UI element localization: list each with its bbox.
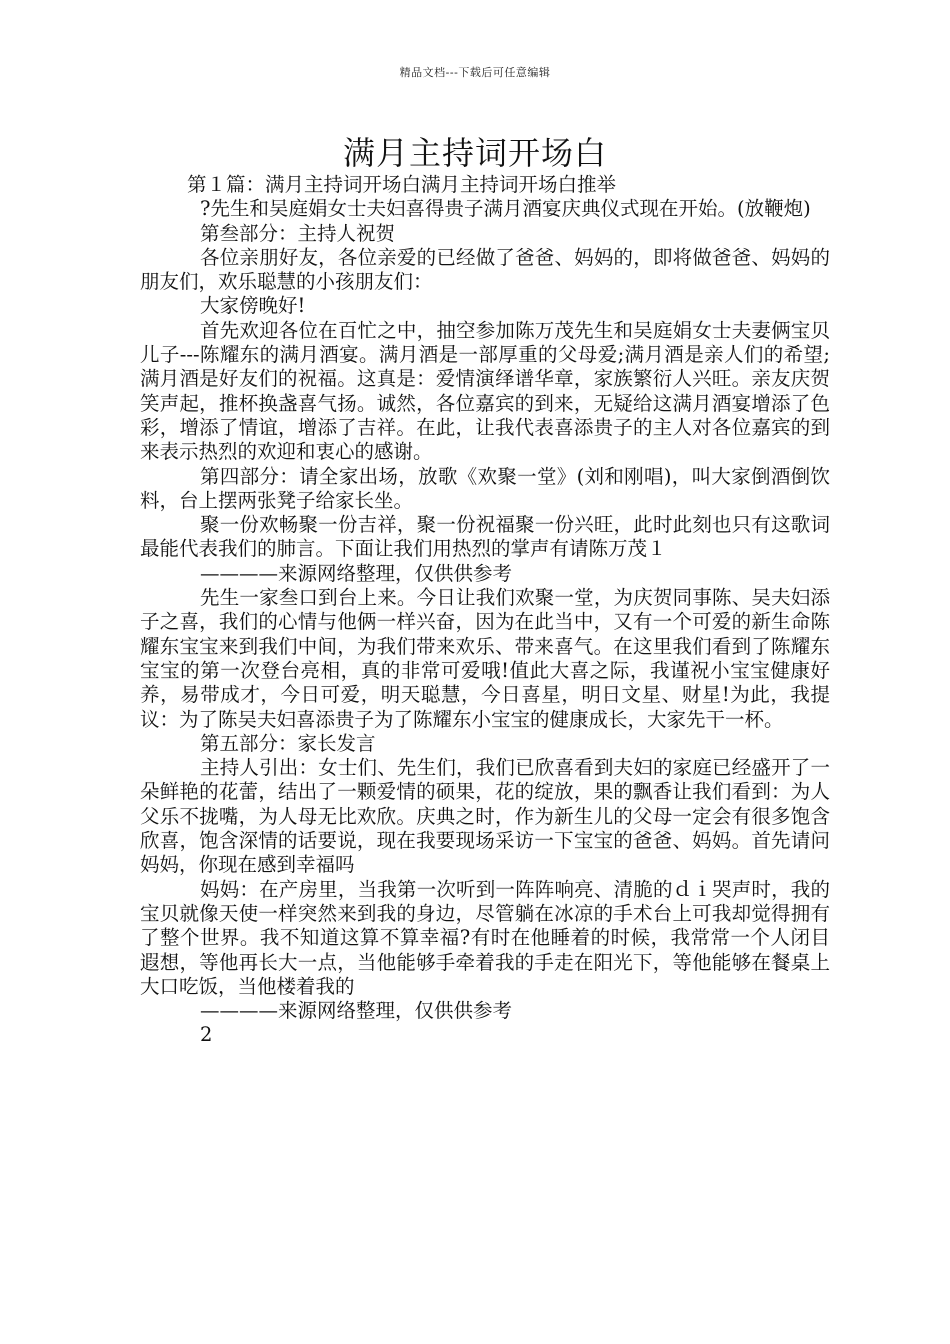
paragraph: 主持人引出：女士们、先生们，我们已欣喜看到夫妇的家庭已经盛开了一朵鲜艳的花蕾，结出了一颗爱情的硕果，花的绽放，果的飘香让我们看到：为人父乐不拢嘴，为人母无比欢欣。庆典之时，作为新生儿的父母一定会有很多饱含欣喜，饱含深情的话要说，现在我要现场采访一下宝宝的爸爸、妈妈。首先请问妈妈，你现在感到幸福吗 — [140, 756, 830, 877]
source-note: ————来源网络整理，仅供供参考 — [200, 561, 513, 585]
header-note: 精品文档---下载后可任意编辑 — [399, 66, 551, 79]
paragraph: 各位亲朋好友，各位亲爱的已经做了爸爸、妈妈的，即将做爸爸、妈妈的朋友们，欢乐聪慧的小孩朋友们： — [140, 245, 830, 294]
paragraph: 聚一份欢畅聚一份吉祥，聚一份祝福聚一份兴旺，此时此刻也只有这歌词最能代表我们的肺言。下面让我们用热烈的掌声有请陈万茂１ — [140, 513, 830, 561]
page-number: 2 — [200, 1023, 213, 1047]
section-heading: 第叁部分：主持人祝贺 — [200, 221, 396, 245]
paragraph: 首先欢迎各位在百忙之中，抽空参加陈万茂先生和吴庭娟女士夫妻俩宝贝儿子---陈耀东的满月酒宴。满月酒是一部厚重的父母爱;满月酒是亲人们的希望;满月酒是好友们的祝福。这真是：爱情演绎谱华章，家族繁衍人兴旺。亲友庆贺笑声起，推杯换盏喜气扬。诚然，各位嘉宾的到来，无疑给这满月酒宴增添了色彩，增添了情谊，增添了吉祥。在此，让我代表喜添贵子的主人对各位嘉宾的到来表示热烈的欢迎和衷心的感谢。 — [140, 318, 830, 464]
paragraph: ?先生和吴庭娟女士夫妇喜得贵子满月酒宴庆典仪式现在开始。(放鞭炮) — [200, 197, 811, 221]
paragraph: 妈妈：在产房里，当我第一次听到一阵阵响亮、清脆的ｄｉ哭声时，我的宝贝就像天使一样突然来到我的身边，尽管躺在冰凉的手术台上可我却觉得拥有了整个世界。我不知道这算不算幸福?有时在他睡着的时候，我常常一个人闭目遐想，等他再长大一点，当他能够手牵着我的手走在阳光下，等他能够在餐桌上大口吃饭，当他楼着我的 — [140, 877, 830, 998]
section-subtitle: 第１篇：满月主持词开场白满月主持词开场白推举 — [187, 173, 617, 196]
paragraph: 大家傍晚好! — [200, 294, 306, 318]
section-heading: 第五部分：家长发言 — [200, 731, 376, 755]
paragraph: 先生一家叁口到台上来。今日让我们欢聚一堂，为庆贺同事陈、吴夫妇添子之喜，我们的心情与他俩一样兴奋，因为在此当中，又有一个可爱的新生命陈耀东宝宝来到我们中间，为我们带来欢乐、带来喜气。在这里我们看到了陈耀东宝宝的第一次登台亮相，真的非常可爱哦!值此大喜之际，我谨祝小宝宝健康好养，易带成才，今日可爱，明天聪慧，今日喜星，明日文星、财星!为此，我提议：为了陈吴夫妇喜添贵子为了陈耀东小宝宝的健康成长，大家先干一杯。 — [140, 586, 830, 731]
source-note: ————来源网络整理，仅供供参考 — [200, 999, 513, 1023]
section-heading: 第四部分：请全家出场，放歌《欢聚一堂》(刘和刚唱)，叫大家倒酒倒饮料，台上摆两张凳子给家长坐。 — [140, 464, 830, 512]
document-body — [140, 173, 830, 1048]
document-title: 满月主持词开场白 — [342, 134, 607, 172]
